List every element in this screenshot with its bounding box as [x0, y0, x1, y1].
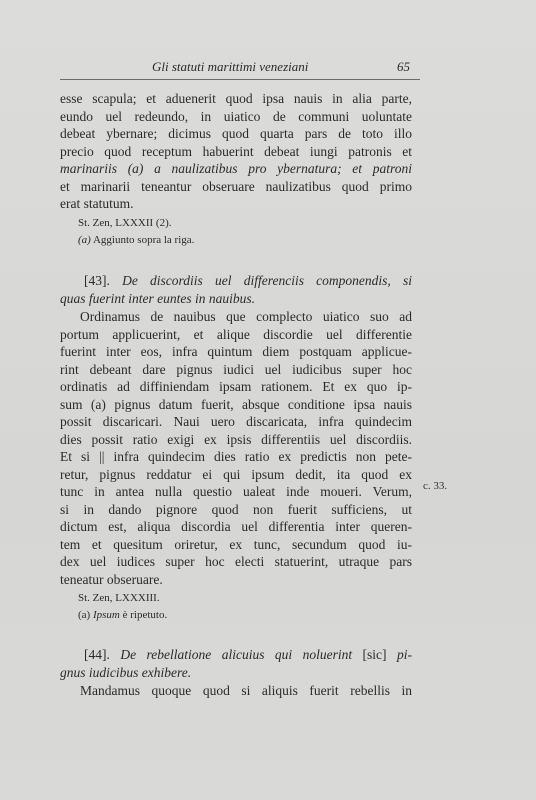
- text-line: esse scapula; et aduenerit quod ipsa nauis in alia parte,: [60, 91, 412, 106]
- text-line: Ordinamus de nauibus que complecto uiatico suo ad: [80, 309, 412, 324]
- text-line: debeat ybernare; dicimus quod quarta pars de toto illo: [60, 126, 412, 141]
- text-line: sum (a) pignus datum fuerit, absque conditione ipsa nauis: [60, 396, 412, 412]
- text-line: Et si || infra quindecim dies ratio ex predictis non pete-: [60, 449, 412, 464]
- footnote: [60, 607, 412, 624]
- text-line: erat statutum.: [60, 196, 134, 211]
- text-line: marinariis (a) a naulizatibus pro ybernatura; et patroni: [60, 161, 412, 176]
- section-title: De rebellatione alicuius qui noluerint: [120, 647, 353, 662]
- text-line: portum applicuerint, et alique discordie uel differentie: [60, 326, 412, 342]
- footnote-text: Aggiunto sopra la riga.: [92, 233, 195, 246]
- section-number: [43].: [84, 273, 110, 288]
- section-title-continued: quas fuerint inter euntes in nauibus.: [60, 291, 255, 306]
- sic-mark: [sic]: [362, 647, 387, 662]
- text-line: si in dando pignore quod non fuerit sufficiens, ut: [60, 501, 412, 517]
- section-43: [60, 272, 412, 624]
- text-line: Mandamus quoque quod si aliquis fuerit rebellis in: [80, 683, 412, 698]
- section-42-continuation: [60, 90, 412, 249]
- text-line: possit discaricari. Naui uero discaricata, infra quindecim: [60, 414, 412, 429]
- footnote-word: Ipsum: [92, 609, 120, 621]
- section-title-continued: gnus iudicibus exhibere.: [60, 665, 192, 680]
- footnote-mark: (a): [78, 609, 91, 621]
- section-title: De discordiis uel differenciis componendis, si: [122, 273, 413, 288]
- section-heading: [60, 272, 412, 290]
- page-number: 65: [397, 59, 410, 74]
- source-citation: St. Zen, LXXXIII.: [78, 592, 160, 604]
- footnote-text: è ripetuto.: [122, 609, 168, 621]
- margin-note: c. 33.: [423, 480, 448, 492]
- text-line: rint debeant dare pignus iudici uel iudicibus super hoc: [60, 361, 412, 377]
- text-line: dictum est, aliqua discordia uel differentia inter queren-: [60, 519, 412, 534]
- header-rule: [60, 79, 420, 80]
- text-line: dex uel iudices super hoc electi statuerint, utraque pars: [60, 554, 412, 569]
- text-line: precio quod receptum habuerint debeat iungi patronis et: [60, 143, 412, 159]
- text-line: et marinarii teneantur obseruare naulizatibus quod primo: [60, 178, 412, 194]
- text-line: ordinatis ad diffiniendam ipsam rationem. Et ex quo ip-: [60, 379, 412, 394]
- page-header: [60, 58, 416, 78]
- section-heading: [60, 646, 412, 664]
- source-citation: St. Zen, LXXXII (2).: [78, 216, 172, 229]
- footnote: [60, 232, 412, 249]
- running-title: Gli statuti marittimi veneziani: [152, 59, 309, 74]
- section-title-hyphen: pi-: [397, 647, 412, 662]
- text-line: eundo uel redeundo, in uiatico de communi uoluntate: [60, 108, 412, 124]
- section-number: [44].: [84, 647, 110, 662]
- text-line: retur, pignus reddatur ei qui ipsum dedit, ita quod ex: [60, 466, 412, 482]
- footnote-mark: (a): [78, 233, 91, 246]
- section-44: [60, 646, 412, 700]
- text-line: dies possit ratio exigi ex ipsis differentiis uel discordiis.: [60, 431, 412, 447]
- text-line: tem et quesitum oriretur, ex tunc, secundum quod iu-: [60, 536, 412, 552]
- text-line: tunc in antea nulla questio ualeat inde moueri. Verum,: [60, 484, 412, 499]
- text-line: fuerint inter eos, infra quintum diem postquam applicue-: [60, 344, 412, 359]
- text-line: teneatur obseruare.: [60, 571, 163, 587]
